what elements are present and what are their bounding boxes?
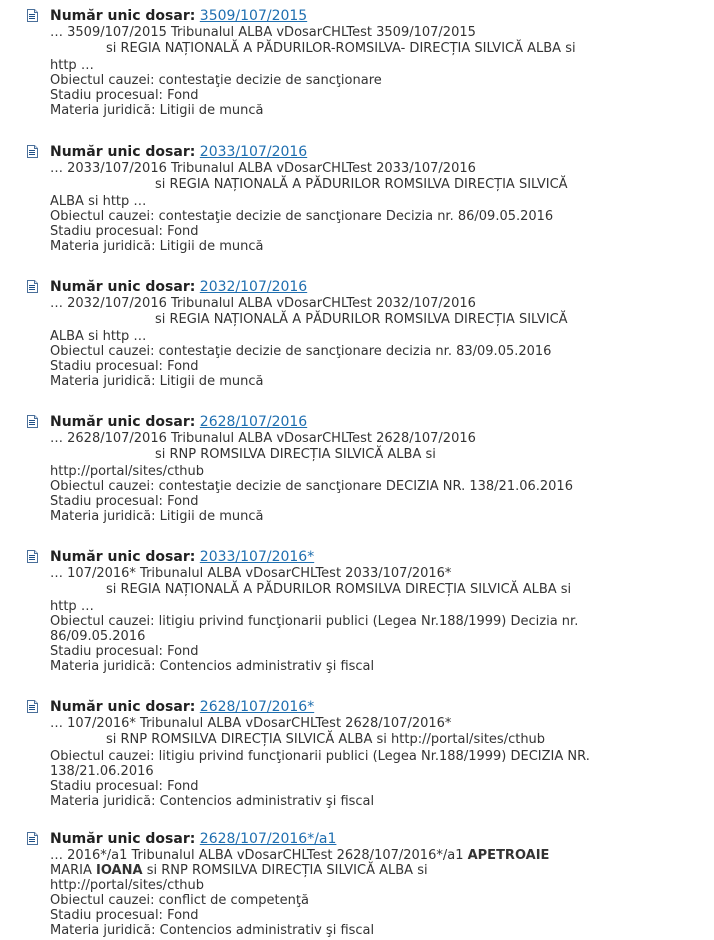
case-matter-label: Materia juridică: <box>50 509 156 524</box>
document-icon <box>27 145 38 158</box>
case-matter-label: Materia juridică: <box>50 374 156 389</box>
case-number-row <box>50 831 705 848</box>
case-stage-value: Fond <box>167 779 199 794</box>
case-stage <box>50 224 705 239</box>
document-icon <box>27 550 38 563</box>
case-number-link[interactable]: 2032/107/2016 <box>199 279 308 295</box>
case-object <box>50 614 625 644</box>
document-icon <box>27 832 38 845</box>
case-number-row <box>50 699 705 716</box>
case-number-label: Număr unic dosar: <box>50 699 196 715</box>
case-matter-label: Materia juridică: <box>50 239 156 254</box>
snippet-line: … 2033/107/2016 Tribunalul ALBA vDosarCHLTest 2033/107/2016 <box>50 161 476 176</box>
case-stage-label: Stadiu procesual: <box>50 644 163 659</box>
case-matter-value: Litigii de muncă <box>159 239 264 254</box>
case-object-label: Obiectul cauzei: <box>50 73 155 88</box>
case-stage-label: Stadiu procesual: <box>50 779 163 794</box>
case-number-link[interactable]: 2628/107/2016 <box>199 414 308 430</box>
case-matter <box>50 794 705 809</box>
case-number-link[interactable]: 2628/107/2016* <box>199 699 315 715</box>
case-stage <box>50 88 705 103</box>
snippet-line <box>50 848 705 863</box>
case-stage-value: Fond <box>167 644 199 659</box>
case-matter-value: Litigii de muncă <box>159 103 264 118</box>
snippet-line: … 2628/107/2016 Tribunalul ALBA vDosarCHLTest 2628/107/2016 <box>50 431 476 446</box>
snippet-line: … 107/2016* Tribunalul ALBA vDosarCHLTest 2033/107/2016* <box>50 566 452 581</box>
highlighted-term: IOANA <box>96 863 143 878</box>
case-object-value: contestaţie decizie de sancţionare DECIZIA NR. 138/21.06.2016 <box>158 479 573 494</box>
case-number-label: Număr unic dosar: <box>50 8 196 24</box>
document-icon <box>27 415 38 428</box>
case-stage-value: Fond <box>167 494 199 509</box>
case-stage-label: Stadiu procesual: <box>50 224 163 239</box>
case-number-label: Număr unic dosar: <box>50 414 196 430</box>
snippet-line: … 107/2016* Tribunalul ALBA vDosarCHLTest 2628/107/2016* <box>50 716 452 731</box>
case-object <box>50 749 625 779</box>
case-object-label: Obiectul cauzei: <box>50 209 155 224</box>
case-matter <box>50 103 705 118</box>
case-number-label: Număr unic dosar: <box>50 144 196 160</box>
case-object-label: Obiectul cauzei: <box>50 479 155 494</box>
snippet-line: http … <box>50 58 94 73</box>
case-stage-label: Stadiu procesual: <box>50 88 163 103</box>
snippet-line: ALBA si http … <box>50 194 147 209</box>
snippet-text: si RNP ROMSILVA DIRECȚIA SILVICĂ ALBA si <box>142 863 428 878</box>
case-number-label: Număr unic dosar: <box>50 831 196 847</box>
case-stage-label: Stadiu procesual: <box>50 359 163 374</box>
case-number-link[interactable]: 3509/107/2015 <box>199 8 308 24</box>
case-object <box>50 344 705 359</box>
snippet-line <box>50 863 705 878</box>
case-object-value: conflict de competenţă <box>158 893 309 908</box>
case-number-row <box>50 8 705 25</box>
snippet-line: ALBA si http … <box>50 329 147 344</box>
case-stage-value: Fond <box>167 359 199 374</box>
snippet-text: MARIA <box>50 863 97 878</box>
document-icon <box>27 9 38 22</box>
case-object-label: Obiectul cauzei: <box>50 893 155 908</box>
case-matter-value: Contencios administrativ şi fiscal <box>159 794 375 809</box>
snippet-line: si REGIA NAȚIONALĂ A PĂDURILOR ROMSILVA DIRECȚIA SILVICĂ <box>155 312 568 327</box>
snippet-text: … 2016*/a1 Tribunalul ALBA vDosarCHLTest 2628/107/2016*/a1 <box>50 848 468 863</box>
case-object-value: litigiu privind funcţionarii publici (Legea Nr.188/1999) Decizia nr. 86/09.05.2016 <box>50 614 579 644</box>
snippet-line: si REGIA NAȚIONALĂ A PĂDURILOR-ROMSILVA- DIRECȚIA SILVICĂ ALBA si <box>106 41 576 56</box>
case-object <box>50 209 705 224</box>
document-icon <box>27 280 38 293</box>
case-number-link[interactable]: 2628/107/2016*/a1 <box>199 831 337 847</box>
case-matter <box>50 659 705 674</box>
snippet-line: si RNP ROMSILVA DIRECȚIA SILVICĂ ALBA si <box>155 447 436 462</box>
case-matter-label: Materia juridică: <box>50 794 156 809</box>
case-matter-value: Litigii de muncă <box>159 374 264 389</box>
snippet-line: … 3509/107/2015 Tribunalul ALBA vDosarCHLTest 3509/107/2015 <box>50 25 476 40</box>
snippet-line: http … <box>50 599 94 614</box>
case-object <box>50 893 705 908</box>
case-matter-label: Materia juridică: <box>50 659 156 674</box>
case-object-value: contestaţie decizie de sancţionare <box>158 73 382 88</box>
case-matter-label: Materia juridică: <box>50 103 156 118</box>
case-stage <box>50 494 705 509</box>
case-number-link[interactable]: 2033/107/2016* <box>199 549 315 565</box>
snippet-line: http://portal/sites/cthub <box>50 464 205 479</box>
snippet-line: si RNP ROMSILVA DIRECȚIA SILVICĂ ALBA si http://portal/sites/cthub <box>106 732 546 747</box>
case-number-row <box>50 279 705 296</box>
case-number-row <box>50 414 705 431</box>
case-number-link[interactable]: 2033/107/2016 <box>199 144 308 160</box>
case-object-label: Obiectul cauzei: <box>50 344 155 359</box>
case-stage <box>50 779 705 794</box>
case-number-label: Număr unic dosar: <box>50 549 196 565</box>
case-matter <box>50 509 705 524</box>
case-matter-value: Contencios administrativ şi fiscal <box>159 923 375 938</box>
highlighted-term: APETROAIE <box>467 848 550 863</box>
case-stage <box>50 908 705 923</box>
case-matter-label: Materia juridică: <box>50 923 156 938</box>
case-stage <box>50 359 705 374</box>
snippet-line: … 2032/107/2016 Tribunalul ALBA vDosarCHLTest 2032/107/2016 <box>50 296 476 311</box>
case-object-value: litigiu privind funcţionarii publici (Legea Nr.188/1999) DECIZIA NR. 138/21.06.2016 <box>50 749 590 779</box>
document-icon <box>27 700 38 713</box>
case-number-row <box>50 549 705 566</box>
case-object-value: contestaţie decizie de sancţionare Decizia nr. 86/09.05.2016 <box>158 209 554 224</box>
case-stage-value: Fond <box>167 88 199 103</box>
case-stage <box>50 644 705 659</box>
case-matter <box>50 239 705 254</box>
case-stage-value: Fond <box>167 908 199 923</box>
case-number-label: Număr unic dosar: <box>50 279 196 295</box>
snippet-line: si REGIA NAȚIONALĂ A PĂDURILOR ROMSILVA DIRECȚIA SILVICĂ ALBA si <box>106 582 572 597</box>
case-object <box>50 479 705 494</box>
case-matter-value: Litigii de muncă <box>159 509 264 524</box>
case-matter-value: Contencios administrativ şi fiscal <box>159 659 375 674</box>
case-stage-label: Stadiu procesual: <box>50 494 163 509</box>
case-stage-value: Fond <box>167 224 199 239</box>
case-matter <box>50 374 705 389</box>
snippet-line: http://portal/sites/cthub <box>50 878 205 893</box>
case-object-label: Obiectul cauzei: <box>50 749 155 764</box>
case-object <box>50 73 705 88</box>
case-object-label: Obiectul cauzei: <box>50 614 155 629</box>
case-number-row <box>50 144 705 161</box>
case-object-value: contestaţie decizie de sancţionare decizia nr. 83/09.05.2016 <box>158 344 552 359</box>
snippet-line: si REGIA NAȚIONALĂ A PĂDURILOR ROMSILVA DIRECȚIA SILVICĂ <box>155 177 568 192</box>
case-matter <box>50 923 705 938</box>
case-stage-label: Stadiu procesual: <box>50 908 163 923</box>
